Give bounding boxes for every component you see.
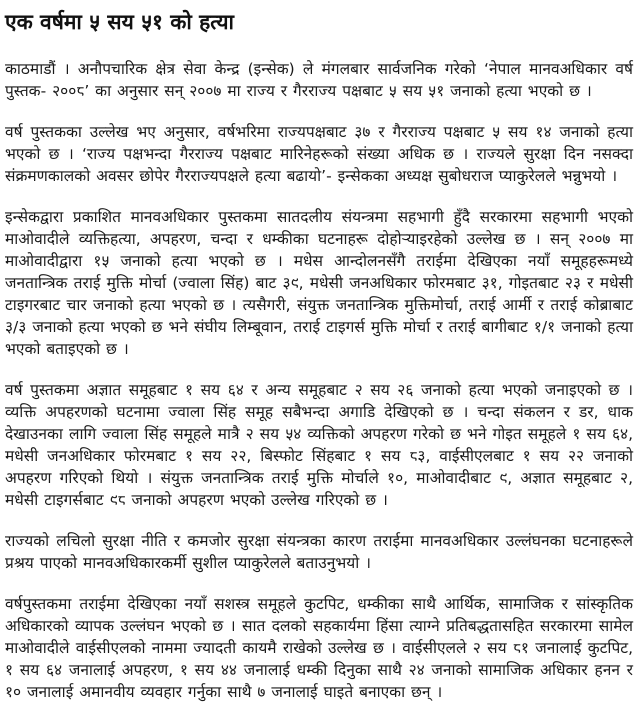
article-headline: एक वर्षमा ५ सय ५१ को हत्या <box>5 10 234 34</box>
article-paragraph: राज्यको लचिलो सुरक्षा नीति र कमजोर सुरक्षा संयन्त्रका कारण तराईमा मानवअधिकार उल्लंघनका घटनाहरूले प्रश्रय पाएको मानवअधिकारकर्मी सुशील प्याकुरेलले बताउनुभयो । <box>5 532 633 572</box>
article-paragraph: इन्सेकद्वारा प्रकाशित मानवअधिकार पुस्तकमा सातदलीय संयन्त्रमा सहभागी हुँदै सरकारमा सहभागी भएको माओवादीले व्यक्तिहत्या, अपहरण, चन्दा र धम्कीका घटनाहरू दोहोऱ्याइरहेको उल्लेख छ । सन् २००७ मा माओवादीद्वारा १५ जनाको हत्या भएको छ । मधेस आन्दोलनसँगै तराईमा देखिएका नयाँ समूहहरूमध्ये जनतान्त्रिक तराई मुक्ति मोर्चा (ज्वाला सिंह) बाट ३९, मधेसी जनअधिकार फोरमबाट ३१, गोइतबाट २३ र मधेसी टाइगरबाट चार जनाको हत्या भएको छ । त्यसैगरी, संयुक्त जनतान्त्रिक मुक्तिमोर्चा, तराई आर्मी र तराई कोब्राबाट ३/३ जनाको हत्या भएको छ भने संघीय लिम्बूवान, तराई टाइगर्स मुक्ति मोर्चा र तराई बागीबाट १/१ जनाको हत्या भएको बताइएको छ । <box>5 208 633 358</box>
article-paragraph: वर्ष पुस्तकका उल्लेख भए अनुसार, वर्षभरिमा राज्यपक्षबाट ३७ र गैरराज्य पक्षबाट ५ सय १४ जनाको हत्या भएको छ । ‘राज्य पक्षभन्दा गैरराज्य पक्षबाट मारिनेहरूको संख्या अधिक छ । राज्यले सुरक्षा दिन नसक्दा संक्रमणकालको अवसर छोपेर गैरराज्यपक्षले हत्या बढायो’- इन्सेकका अध्यक्ष सुबोधराज प्याकुरेलले भन्नुभयो । <box>5 123 633 185</box>
article-paragraph: वर्ष पुस्तकमा अज्ञात समूहबाट १ सय ६४ र अन्य समूहबाट २ सय २६ जनाको हत्या भएको जनाइएको छ । व्यक्ति अपहरणको घटनामा ज्वाला सिंह समूह सबैभन्दा अगाडि देखिएको छ । चन्दा संकलन र डर, धाक देखाउनका लागि ज्वाला सिंह समूहले मात्रै २ सय ५४ व्यक्तिको अपहरण गरेको छ भने गोइत समूहले १ सय ६४, मधेसी जनअधिकार फोरमबाट १ सय २२, बिस्फोट सिंहबाट १ सय ८३, वाईसीएलबाट १ सय २२ जनाको अपहरण गरिएको थियो । संयुक्त जनतान्त्रिक तराई मुक्ति मोर्चाले १०, माओवादीबाट ९, अज्ञात समूहबाट २, मधेसी टाइगर्सबाट ९८ जनाको अपहरण भएको उल्लेख गरिएको छ । <box>5 381 633 509</box>
article-paragraph: वर्षपुस्तकमा तराईमा देखिएका नयाँ सशस्त्र समूहले कुटपिट, धम्कीका साथै आर्थिक, सामाजिक र सांस्कृतिक अधिकारको व्यापक उल्लंघन भएको छ । सात दलको सहकार्यमा हिंसा त्याग्ने प्रतिबद्धतासहित सरकारमा सामेल माओवादीले वाईसीएलको नाममा ज्यादती कायमै राखेको उल्लेख छ । वाईसीएलले २ सय ८१ जनालाई कुटपिट, १ सय ६४ जनालाई अपहरण, १ सय ४४ जनालाई धम्की दिनुका साथै २४ जनाको सामाजिक अधिकार हनन र १० जनालाई अमानवीय व्यवहार गर्नुका साथै ७ जनालाई घाइते बनाएका छन् । <box>5 595 633 701</box>
article-paragraph-lead: काठमाडौं । अनौपचारिक क्षेत्र सेवा केन्द्र (इन्सेक) ले मंगलबार सार्वजनिक गरेको ‘नेपाल मानवअधिकार वर्ष पुस्तक- २००८’ का अनुसार सन् २००७ मा राज्य र गैरराज्य पक्षबाट ५ सय ५१ जनाको हत्या भएको छ । <box>5 60 633 100</box>
